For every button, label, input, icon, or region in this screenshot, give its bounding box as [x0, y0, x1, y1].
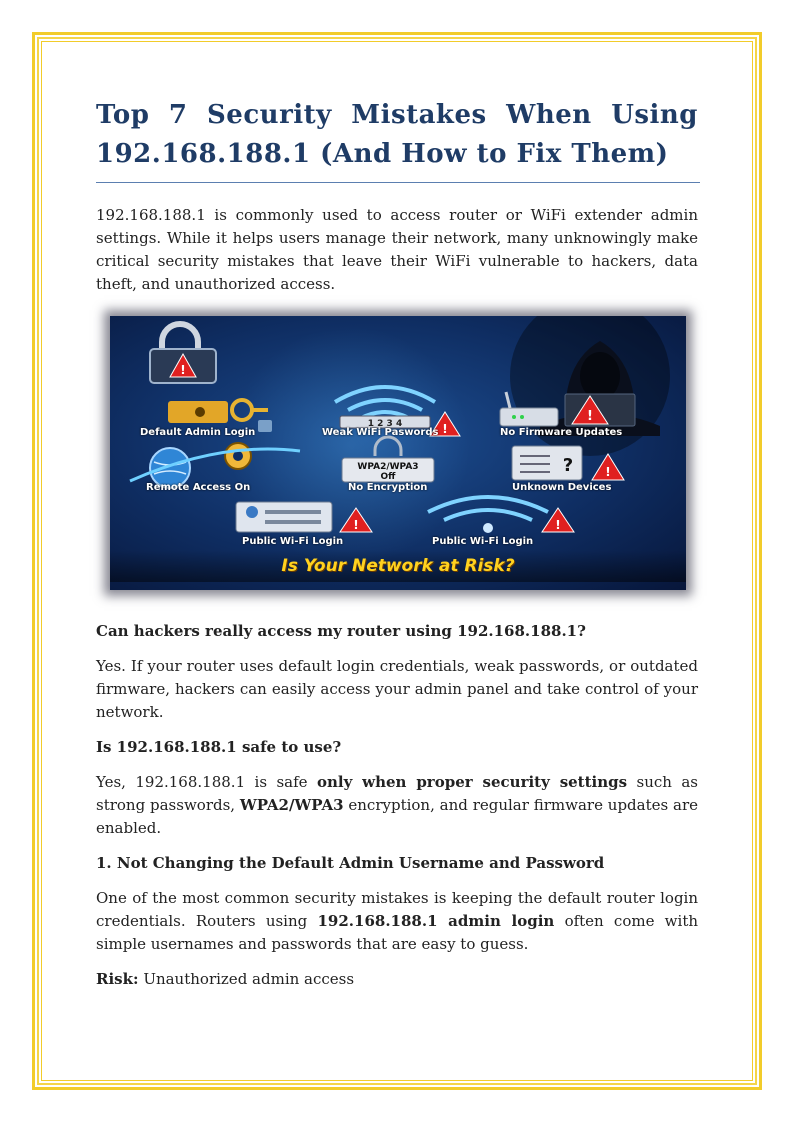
faq-question-2: Is 192.168.188.1 safe to use?: [96, 738, 342, 756]
article-body: [96, 620, 698, 991]
svg-text:!: !: [353, 518, 359, 532]
label-unknown-devices: Unknown Devices: [512, 482, 612, 493]
wpa-box-line2: Off: [380, 472, 396, 482]
label-remote-access-on: Remote Access On: [146, 482, 251, 493]
page-title-line1: Top 7 Security Mistakes When Using: [96, 100, 698, 130]
svg-text:!: !: [180, 363, 186, 377]
section-1-text-1: One of the most common security mistakes is keeping the default router login credentials. Routers using: [96, 889, 698, 930]
svg-text:!: !: [442, 422, 448, 436]
faq-answer-2-text-3: encryption, and regular firmware updates are enabled.: [96, 796, 698, 837]
label-no-encryption: No Encryption: [348, 482, 428, 493]
faq-answer-2: [96, 771, 698, 840]
title-divider: [96, 182, 700, 183]
illustration-banner: Is Your Network at Risk?: [110, 550, 686, 582]
page-title-line2: 192.168.188.1 (And How to Fix Them): [96, 139, 669, 169]
section-1-paragraph: [96, 887, 698, 956]
faq-answer-2-bold-1: only when proper security settings: [316, 773, 628, 791]
faq-answer-2-bold-2: WPA2/WPA3: [239, 796, 344, 814]
risk-line: [96, 968, 698, 991]
risk-text: Unauthorized admin access: [138, 970, 355, 988]
article-header: [96, 96, 698, 296]
faq-answer-2-text-1: Yes, 192.168.188.1 is safe: [96, 773, 317, 791]
section-1-heading: 1. Not Changing the Default Admin Username and Password: [96, 854, 605, 872]
faq-answer-1: Yes. If your router uses default login credentials, weak passwords, or outdated firmware, hackers can easily access your admin panel and take control of your network.: [96, 657, 698, 721]
question-mark: ?: [562, 455, 574, 476]
faq-answer-2-text-2: such as strong passwords,: [96, 773, 698, 814]
section-1-text-2: often come with simple usernames and passwords that are easy to guess.: [96, 912, 699, 953]
wpa-box-line1: WPA2/WPA3: [357, 462, 419, 472]
section-1-bold: 192.168.188.1 admin login: [317, 912, 555, 930]
password-box-text: 1 2 3 4: [367, 419, 403, 429]
padlock-warning-icon: [150, 324, 216, 383]
public-wifi-signal-icon: [428, 497, 574, 533]
illustration-graphics: [110, 316, 686, 590]
page-title: [96, 96, 698, 174]
label-public-wifi-login-1: Public Wi-Fi Login: [242, 536, 344, 547]
intro-paragraph: 192.168.188.1 is commonly used to access router or WiFi extender admin settings. While it helps users manage their network, many unknowingly make critical security mistakes that leave their WiFi vulnerable to hackers, data theft, and unauthorized access.: [96, 206, 698, 293]
label-weak-wifi-passwords: Weak WiFi Paswords: [322, 427, 439, 438]
label-default-admin-login: Default Admin Login: [140, 427, 256, 438]
svg-text:!: !: [587, 409, 593, 424]
label-no-firmware-updates: No Firmware Updates: [500, 427, 623, 438]
security-risks-illustration: [110, 316, 686, 590]
svg-text:!: !: [555, 518, 561, 532]
risk-label: Risk:: [96, 970, 139, 988]
faq-question-1: Can hackers really access my router using 192.168.188.1?: [96, 622, 586, 640]
svg-text:!: !: [605, 465, 611, 479]
label-public-wifi-login-2: Public Wi-Fi Login: [432, 536, 534, 547]
